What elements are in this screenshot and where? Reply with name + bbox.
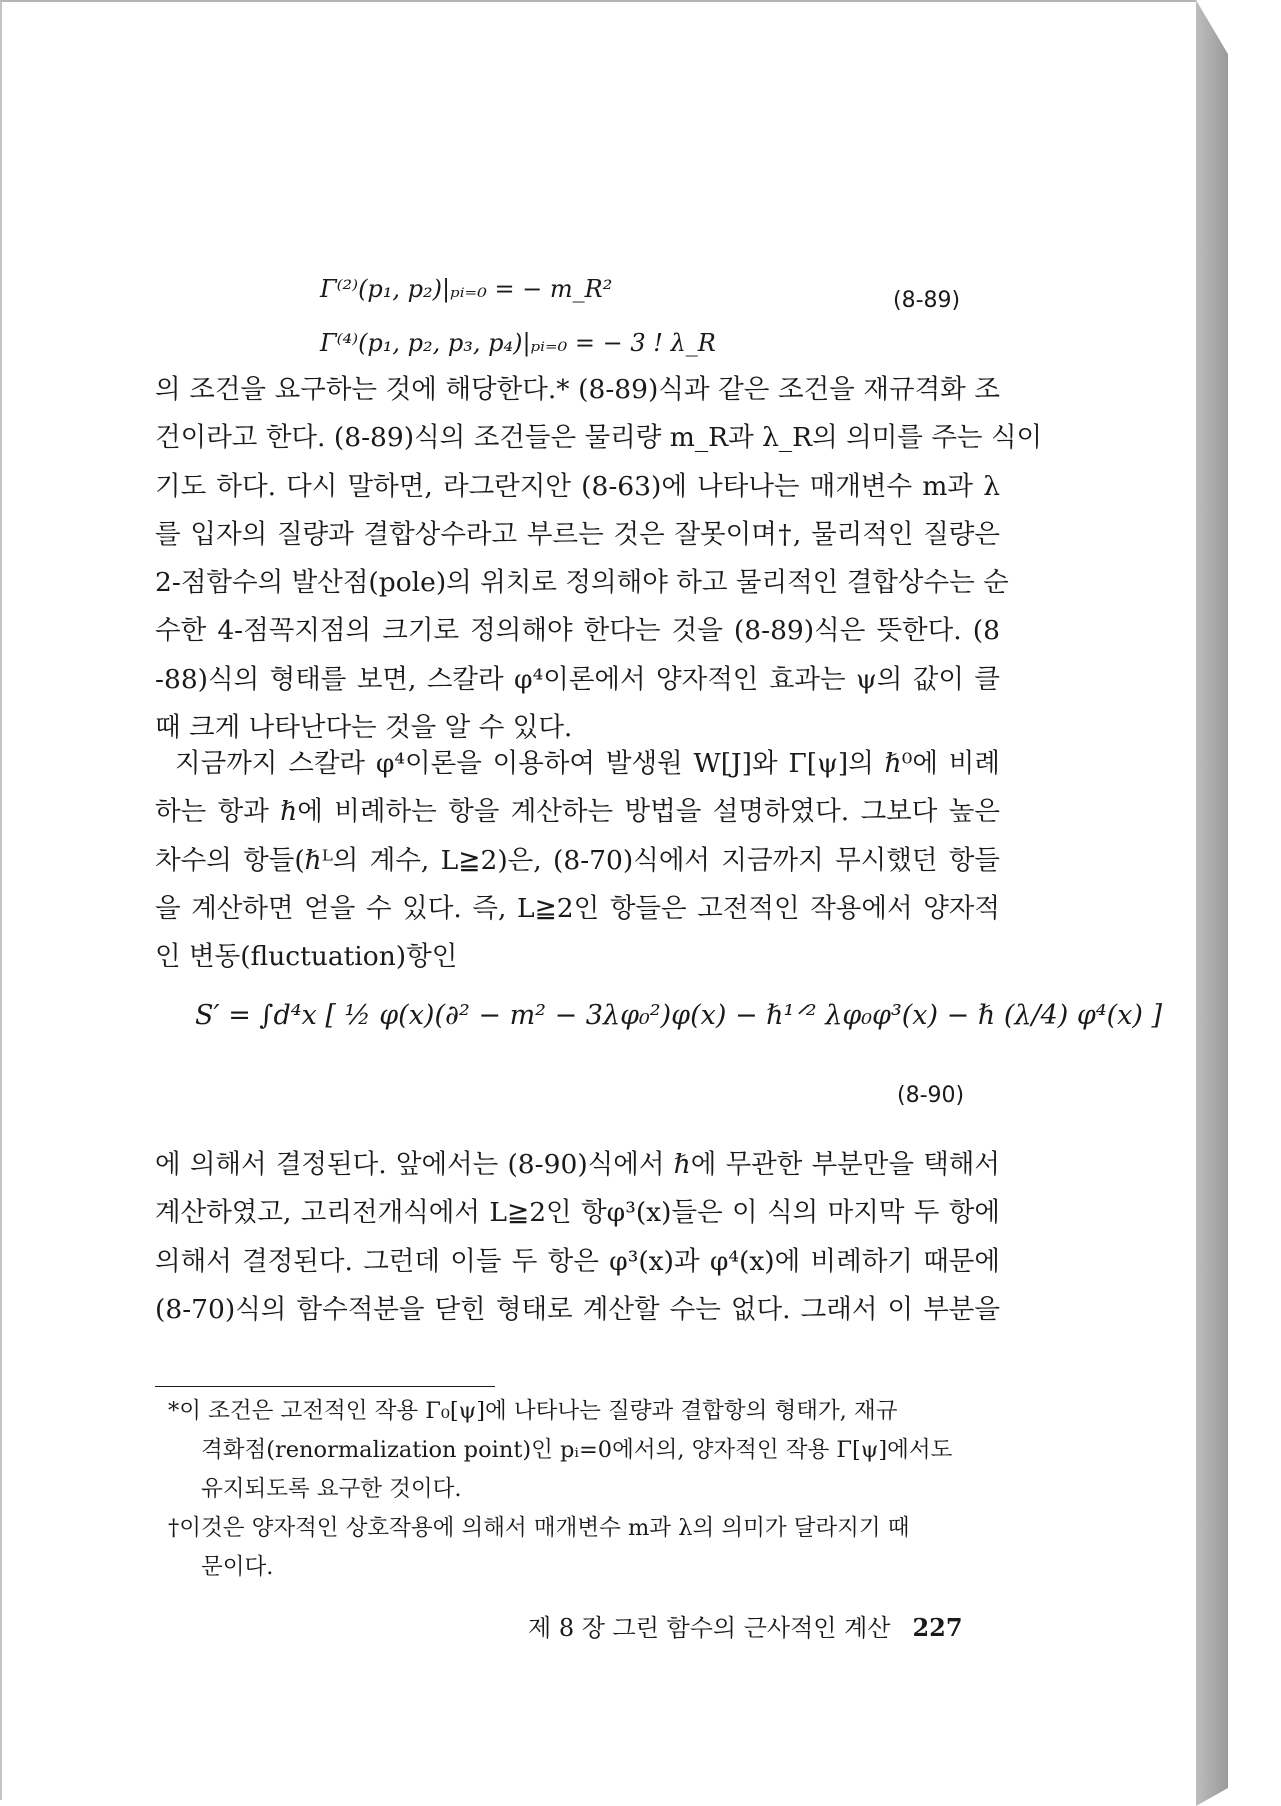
chapter-title: 제 8 장 그린 함수의 근사적인 계산 — [528, 1614, 891, 1642]
paragraph-line: 인 변동(fluctuation)항인 — [155, 941, 458, 973]
footnote-line: *이 조건은 고전적인 작용 Γ₀[ψ]에 나타나는 질량과 결합항의 형태가, 재규 — [168, 1398, 898, 1424]
equation-8-89 — [320, 262, 716, 370]
paragraph-line: 지금까지 스칼라 φ⁴이론을 이용하여 발생원 W[J]와 Γ[ψ]의 ℏ⁰에 비례 — [175, 748, 1000, 779]
paragraph-line: 를 입자의 질량과 결합상수라고 부르는 것은 잘못이며†, 물리적인 질량은 — [155, 518, 1000, 550]
footnote-divider — [155, 1386, 495, 1387]
paragraph-line: 수한 4-점꼭지점의 크기로 정의해야 한다는 것을 (8-89)식은 뜻한다. (8 — [155, 615, 1000, 647]
paragraph-line: 2-점함수의 발산점(pole)의 위치로 정의해야 하고 물리적인 결합상수는 순 — [155, 567, 1009, 599]
footnote-line: 문이다. — [201, 1554, 274, 1580]
equation-8-89-line-1: Γ⁽²⁾(p₁, p₂)|ₚᵢ₌₀ = − m_R² — [320, 275, 613, 303]
footnote-line: 격화점(renormalization point)인 pᵢ=0에서의, 양자적인 작용 Γ[ψ]에서도 — [201, 1437, 953, 1463]
page-edge-shadow — [1196, 0, 1228, 1806]
paragraph-line: (8-70)식의 함수적분을 닫힌 형태로 계산할 수는 없다. 그래서 이 부분을 — [155, 1293, 1000, 1325]
paragraph-line: 의해서 결정된다. 그런데 이들 두 항은 φ³(x)과 φ⁴(x)에 비례하기 때문에 — [155, 1245, 1000, 1277]
paragraph-line: 건이라고 한다. (8-89)식의 조건들은 물리량 m_R과 λ_R의 의미를 주는 식이 — [155, 422, 1043, 454]
paragraph-3 — [155, 1141, 1000, 1334]
footnote-dagger — [168, 1509, 1000, 1587]
paragraph-1 — [155, 366, 1043, 752]
paragraph-2 — [155, 740, 1000, 981]
equation-number-8-90: (8-90) — [897, 1083, 965, 1108]
equation-8-90: S′ = ∫d⁴x [ ½ φ(x)(∂² − m² − 3λφ₀²)φ(x) − ℏ¹ᐟ² λφ₀φ³(x) − ℏ (λ/4) φ⁴(x) ] — [195, 1000, 1163, 1031]
paragraph-line: 하는 항과 ℏ에 비례하는 항을 계산하는 방법을 설명하였다. 그보다 높은 — [155, 796, 1000, 828]
equation-number-8-89: (8-89) — [893, 288, 961, 313]
page-footer — [528, 1608, 963, 1643]
equation-8-89-line-2: Γ⁽⁴⁾(p₁, p₂, p₃, p₄)|ₚᵢ₌₀ = − 3 ! λ_R — [320, 329, 716, 357]
paragraph-line: 을 계산하면 얻을 수 있다. 즉, L≧2인 항들은 고전적인 작용에서 양자적 — [155, 892, 1000, 924]
paragraph-line: 기도 하다. 다시 말하면, 라그란지안 (8-63)에 나타나는 매개변수 m과 λ — [155, 470, 1000, 502]
paragraph-line: 에 의해서 결정된다. 앞에서는 (8-90)식에서 ℏ에 무관한 부분만을 택해서 — [155, 1149, 1000, 1180]
footnote-asterisk — [168, 1392, 1000, 1509]
footnotes — [168, 1392, 1000, 1587]
paragraph-line: 차수의 항들(ℏᴸ의 계수, L≧2)은, (8-70)식에서 지금까지 무시했던 항들 — [155, 844, 1000, 876]
page-number: 227 — [912, 1613, 963, 1642]
footnote-line: 유지되도록 요구한 것이다. — [201, 1476, 462, 1502]
footnote-line: †이것은 양자적인 상호작용에 의해서 매개변수 m과 λ의 의미가 달라지기 때 — [168, 1515, 910, 1541]
paragraph-line: 계산하였고, 고리전개식에서 L≧2인 항φ³(x)들은 이 식의 마지막 두 항에 — [155, 1197, 1000, 1229]
paragraph-line: 때 크게 나타난다는 것을 알 수 있다. — [155, 712, 573, 744]
paragraph-line: -88)식의 형태를 보면, 스칼라 φ⁴이론에서 양자적인 효과는 ψ의 값이 클 — [155, 663, 1000, 695]
paragraph-line: 의 조건을 요구하는 것에 해당한다.* (8-89)식과 같은 조건을 재규격화 조 — [155, 374, 1000, 405]
